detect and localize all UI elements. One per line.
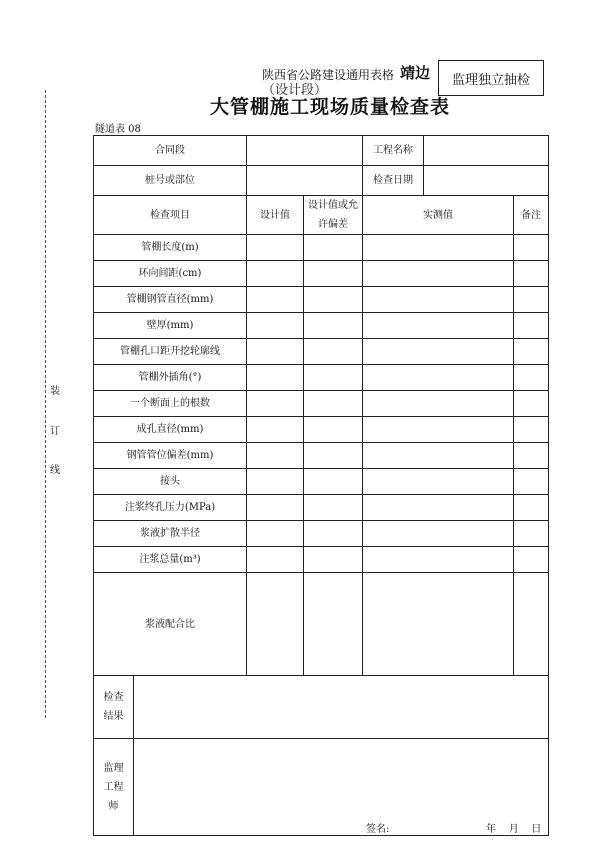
tolerance-cell[interactable] — [304, 469, 363, 495]
remarks-cell[interactable] — [514, 521, 549, 547]
page-title: 大管棚施工现场质量检查表 — [210, 96, 451, 118]
measured-cell[interactable] — [363, 417, 514, 443]
inspection-item-label: 注浆总量(m³) — [94, 547, 247, 573]
measured-cell[interactable] — [363, 469, 514, 495]
inspection-item-row — [94, 469, 549, 495]
inspection-item-label: 管棚孔口距开挖轮廓线 — [94, 339, 247, 365]
measured-cell[interactable] — [363, 339, 514, 365]
measured-cell[interactable] — [363, 443, 514, 469]
inspection-item-label: 管棚钢管直径(mm) — [94, 287, 247, 313]
inspection-item-label: 浆液扩散半径 — [94, 521, 247, 547]
inspection-item-row — [94, 287, 549, 313]
tolerance-cell[interactable] — [304, 339, 363, 365]
engineer-signature-area[interactable] — [134, 739, 548, 835]
remarks-cell[interactable] — [514, 573, 549, 676]
tolerance-cell[interactable] — [304, 573, 363, 676]
inspection-item-row — [94, 365, 549, 391]
supervision-box: 监理独立抽检 — [438, 60, 544, 96]
tolerance-cell[interactable] — [304, 443, 363, 469]
measured-cell[interactable] — [363, 287, 514, 313]
measured-cell[interactable] — [363, 573, 514, 676]
inspection-item-row — [94, 547, 549, 573]
signature-date: 年 月 日 — [486, 824, 542, 835]
remarks-cell[interactable] — [514, 547, 549, 573]
remarks-cell[interactable] — [514, 313, 549, 339]
signature-label: 签名: — [366, 824, 390, 835]
form-standard-label: 陕西省公路建设通用表格 — [262, 68, 395, 82]
measured-cell[interactable] — [363, 391, 514, 417]
remarks-cell[interactable] — [514, 235, 549, 261]
inspection-item-label: 壁厚(mm) — [94, 313, 247, 339]
inspection-item-label: 管棚外插角(°) — [94, 365, 247, 391]
col-header-item: 检查项目 — [94, 196, 247, 235]
tolerance-cell[interactable] — [304, 495, 363, 521]
inspection-item-row — [94, 521, 549, 547]
inspection-item-row — [94, 261, 549, 287]
inspection-item-row — [94, 495, 549, 521]
tolerance-cell[interactable] — [304, 313, 363, 339]
inspection-item-row — [94, 391, 549, 417]
tolerance-cell[interactable] — [304, 365, 363, 391]
design-value-cell[interactable] — [247, 261, 304, 287]
design-value-cell[interactable] — [247, 443, 304, 469]
measured-cell[interactable] — [363, 313, 514, 339]
inspection-date-label: 检查日期 — [363, 166, 424, 196]
design-value-cell[interactable] — [247, 287, 304, 313]
measured-cell[interactable] — [363, 235, 514, 261]
tolerance-cell[interactable] — [304, 391, 363, 417]
design-value-cell[interactable] — [247, 469, 304, 495]
engineer-row — [94, 739, 549, 836]
remarks-cell[interactable] — [514, 417, 549, 443]
design-value-cell[interactable] — [247, 547, 304, 573]
remarks-cell[interactable] — [514, 339, 549, 365]
remarks-cell[interactable] — [514, 365, 549, 391]
inspection-item-label: 成孔直径(mm) — [94, 417, 247, 443]
project-name-label: 工程名称 — [363, 136, 424, 166]
inspection-item-label: 注浆终孔压力(MPa) — [94, 495, 247, 521]
inspection-item-row — [94, 339, 549, 365]
remarks-cell[interactable] — [514, 443, 549, 469]
inspection-item-row — [94, 235, 549, 261]
binding-char: 订 — [50, 426, 60, 437]
result-row — [94, 676, 549, 739]
inspection-date-value[interactable] — [424, 166, 549, 196]
design-value-cell[interactable] — [247, 573, 304, 676]
station-label: 桩号或部位 — [94, 166, 247, 196]
inspection-item-label: 环向间距(cm) — [94, 261, 247, 287]
remarks-cell[interactable] — [514, 495, 549, 521]
form-number: 隧道表 08 — [95, 124, 141, 135]
project-name-value[interactable] — [424, 136, 549, 166]
inspection-item-label: 钢管管位偏差(mm) — [94, 443, 247, 469]
station-value[interactable] — [247, 166, 363, 196]
slurry-mix-label: 浆液配合比 — [94, 573, 247, 676]
inspection-item-label: 接头 — [94, 469, 247, 495]
design-value-cell[interactable] — [247, 495, 304, 521]
design-value-cell[interactable] — [247, 365, 304, 391]
result-value[interactable] — [134, 676, 548, 738]
tolerance-cell[interactable] — [304, 521, 363, 547]
inspection-item-row — [94, 313, 549, 339]
contract-section-value[interactable] — [247, 136, 363, 166]
col-header-remarks: 备注 — [514, 196, 549, 235]
remarks-cell[interactable] — [514, 261, 549, 287]
col-header-tolerance: 设计值或允许偏差 — [304, 196, 363, 235]
remarks-cell[interactable] — [514, 469, 549, 495]
inspection-table — [93, 135, 549, 836]
design-value-cell[interactable] — [247, 417, 304, 443]
result-label: 检查结果 — [94, 676, 134, 738]
col-header-measured: 实测值 — [363, 196, 514, 235]
slurry-mix-row — [94, 573, 549, 676]
col-header-design: 设计值 — [247, 196, 304, 235]
inspection-item-label: 一个断面上的根数 — [94, 391, 247, 417]
tolerance-cell[interactable] — [304, 235, 363, 261]
info-row — [94, 166, 549, 196]
project-name: 靖边 — [400, 64, 431, 82]
binding-line — [45, 90, 46, 718]
design-value-cell[interactable] — [247, 313, 304, 339]
binding-char: 线 — [50, 465, 60, 476]
design-value-cell[interactable] — [247, 521, 304, 547]
tolerance-cell[interactable] — [304, 261, 363, 287]
measured-cell[interactable] — [363, 547, 514, 573]
binding-char: 装 — [50, 386, 60, 397]
remarks-cell[interactable] — [514, 287, 549, 313]
tolerance-cell[interactable] — [304, 547, 363, 573]
design-value-cell[interactable] — [247, 391, 304, 417]
measured-cell[interactable] — [363, 365, 514, 391]
measured-cell[interactable] — [363, 495, 514, 521]
contract-section-label: 合同段 — [94, 136, 247, 166]
measured-cell[interactable] — [363, 261, 514, 287]
info-row — [94, 136, 549, 166]
design-value-cell[interactable] — [247, 339, 304, 365]
inspection-item-row — [94, 417, 549, 443]
column-header-row — [94, 196, 549, 235]
overlap-text: （设计段） — [262, 83, 328, 98]
inspection-item-row — [94, 443, 549, 469]
measured-cell[interactable] — [363, 521, 514, 547]
inspection-item-label: 管棚长度(m) — [94, 235, 247, 261]
tolerance-cell[interactable] — [304, 417, 363, 443]
design-value-cell[interactable] — [247, 235, 304, 261]
tolerance-cell[interactable] — [304, 287, 363, 313]
remarks-cell[interactable] — [514, 391, 549, 417]
engineer-label: 监理工程师 — [94, 739, 134, 835]
